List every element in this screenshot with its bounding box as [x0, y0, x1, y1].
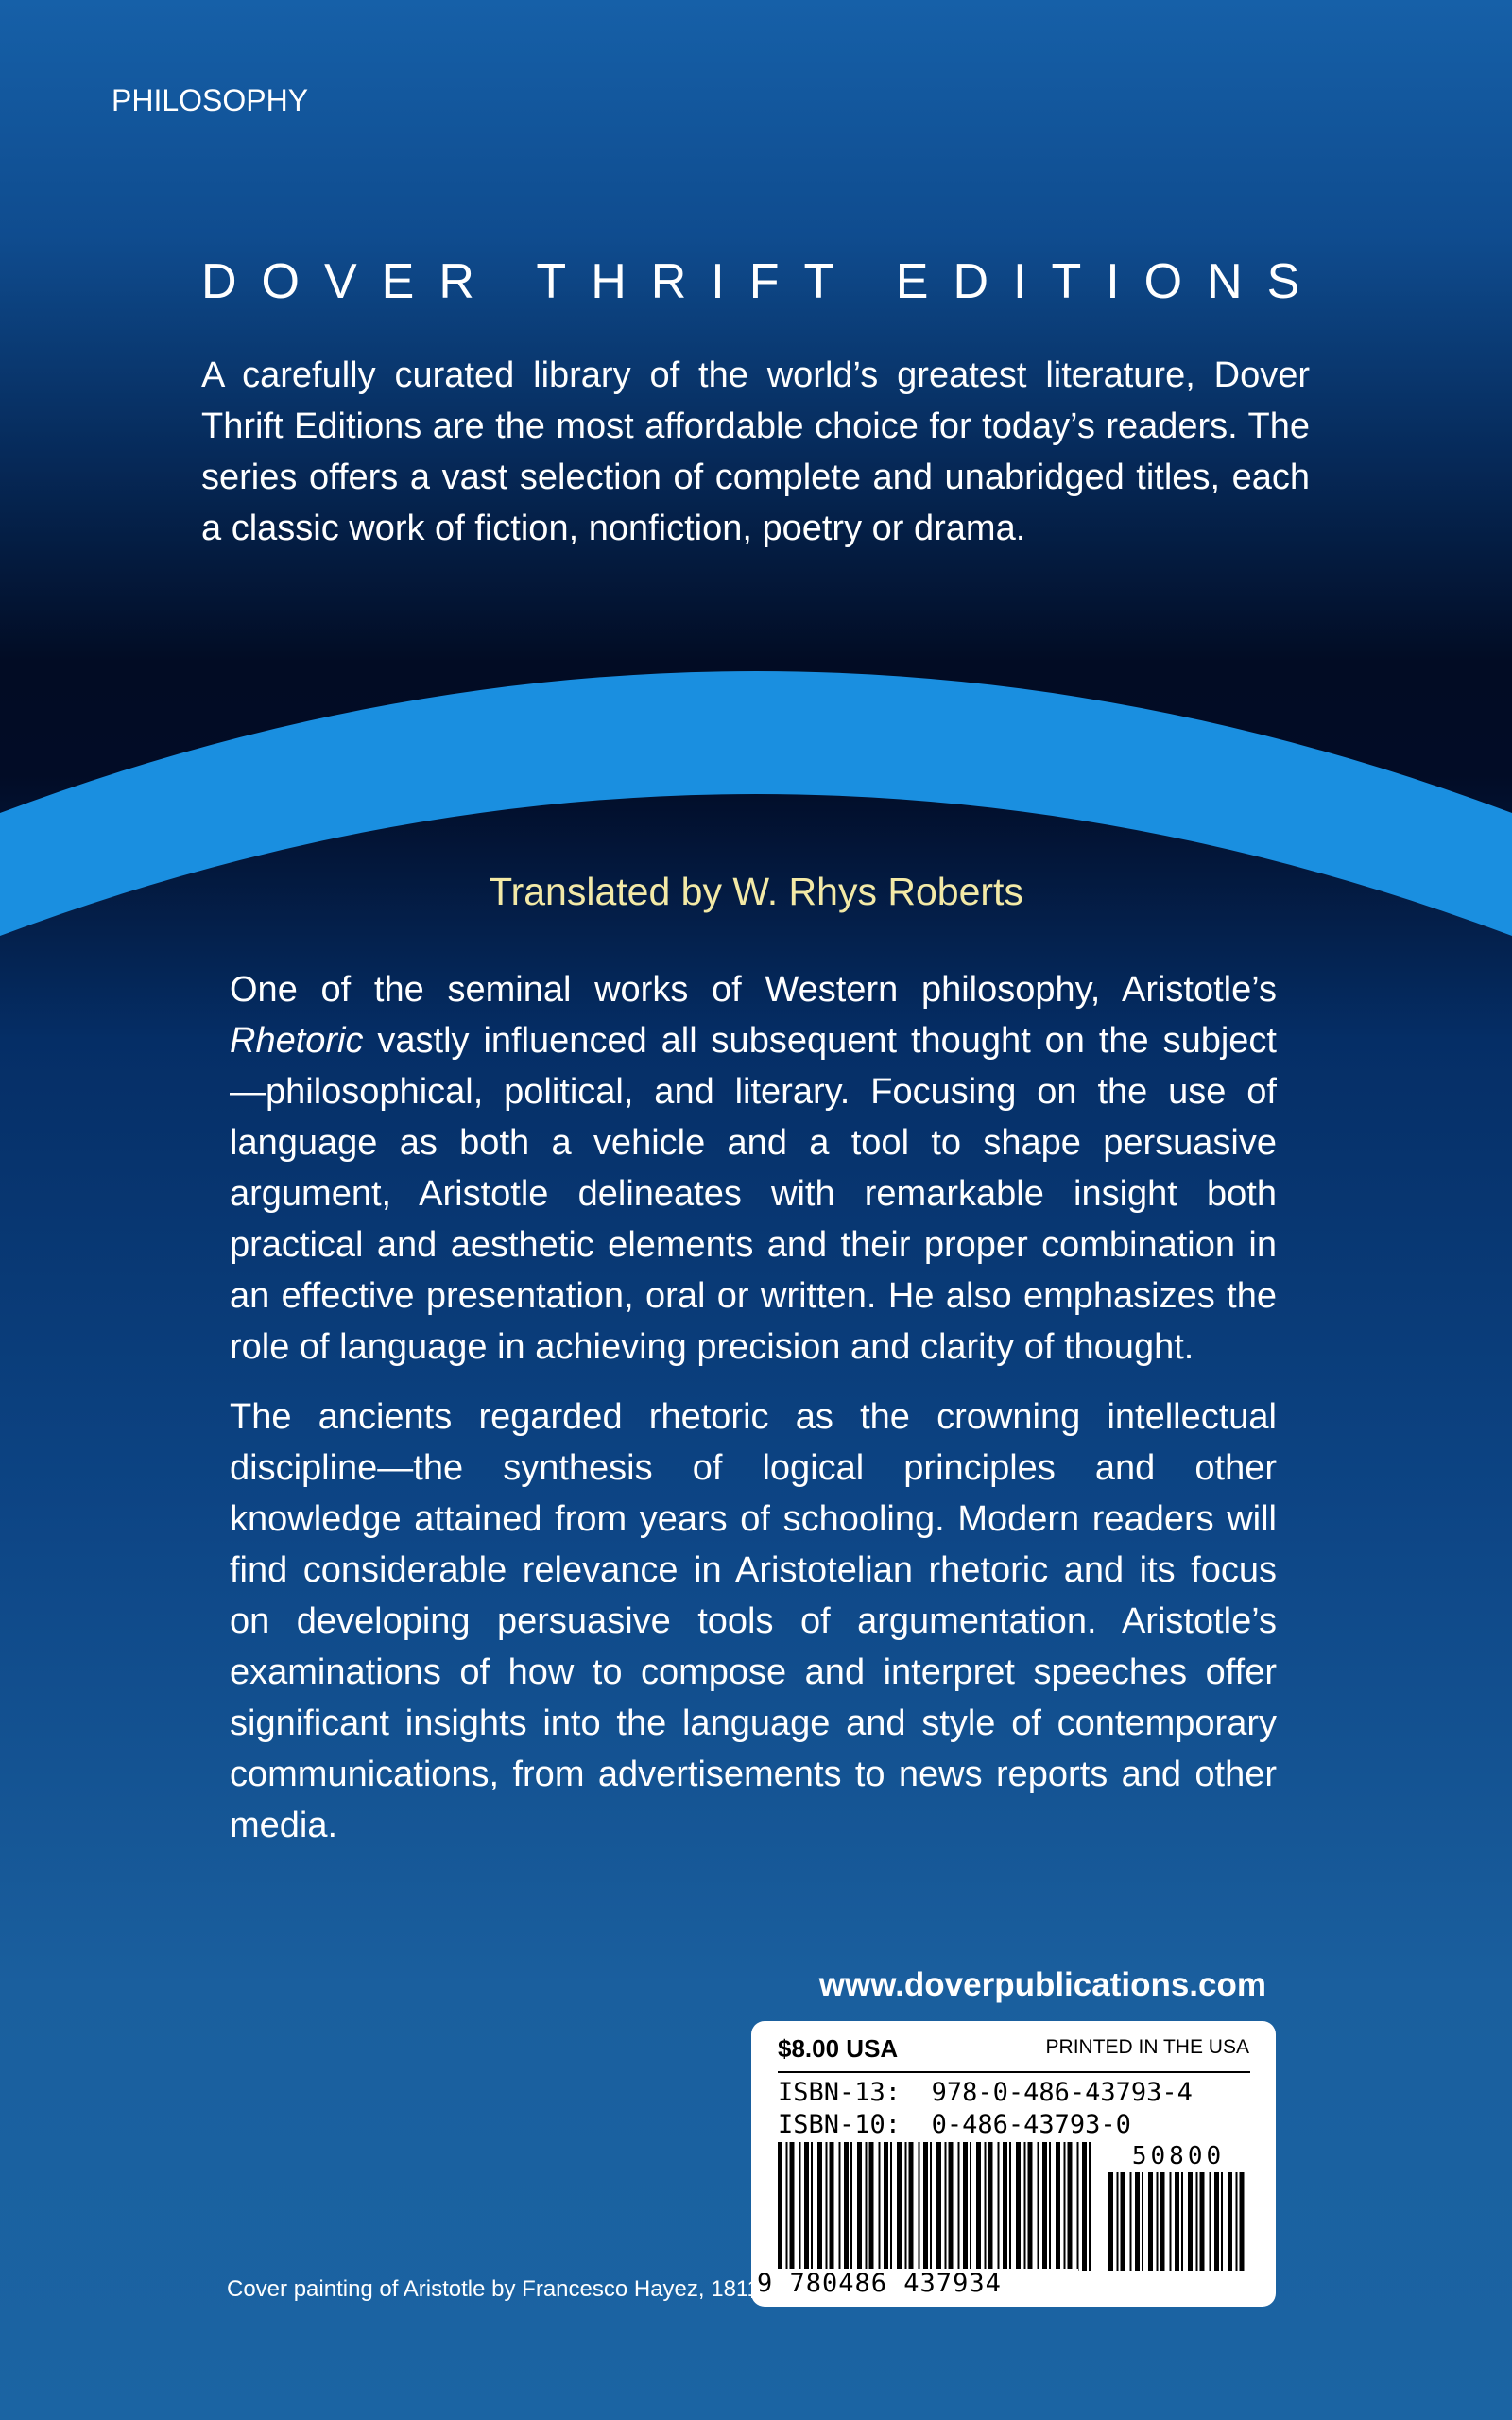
isbn13-value: 978-0-486-43793-4: [931, 2078, 1193, 2107]
category-label: PHILOSOPHY: [112, 83, 309, 117]
barcode-panel: [751, 2021, 1276, 2307]
translator-credit: Translated by W. Rhys Roberts: [489, 870, 1023, 913]
isbn10-label: ISBN-10:: [778, 2110, 902, 2139]
barcode-addon-icon: [1107, 2172, 1246, 2271]
isbn13-row: [778, 2078, 1193, 2107]
publisher-website[interactable]: www.doverpublications.com: [818, 1966, 1266, 2003]
barcode-digits: 9 780486 437934: [751, 2269, 1078, 2298]
description-paragraph-1: [230, 964, 1277, 1373]
series-description: A carefully curated library of the world’s greatest literature, Dover Thrift Editions are the most affordable choice for today’s readers. The series offers a vast selection of complete and unabridged titles, each a classic work of fiction, nonfiction, poetry or drama.: [201, 355, 1310, 548]
series-title: DOVER THRIFT EDITIONS: [201, 254, 1325, 309]
addon-digits: 50800: [1131, 2142, 1226, 2170]
description-paragraph-2: The ancients regarded rhetoric as the crowning intellectual discipline—the synthesis of logical principles and other knowledge attained from years of schooling. Modern readers will find considerable relevance in Aristotelian rhetoric and its focus on developing persuasive tools of argumentation. Aristotle’s examinations of how to compose and interpret speeches offer significant insights into the language and style of contemporary communications, from advertisements to news reports and other media.: [230, 1397, 1277, 1845]
price-label: $8.00 USA: [778, 2034, 899, 2063]
description-text: One of the seminal works of Western philosophy, Aristotle’s: [230, 970, 1277, 1010]
description-text: vastly influenced all subsequent thought on the subject—philosophical, political, and literary. Focusing on the use of language as both a vehicle and a tool to shape persuasive argument, Aristotle delineates with remarkable insight both practical and aesthetic elements and their proper combination in an effective presentation, oral or written. He also emphasizes the role of language in achieving precision and clarity of thought.: [230, 1021, 1277, 1367]
book-title-italic: Rhetoric: [230, 1021, 364, 1061]
barcode-icon: [776, 2142, 1097, 2271]
book-description: [230, 964, 1277, 1870]
isbn10-value: 0-486-43793-0: [931, 2110, 1131, 2139]
cover-painting-credit: Cover painting of Aristotle by Francesco Hayez, 1811: [227, 2276, 760, 2302]
divider: [778, 2071, 1250, 2073]
isbn13-label: ISBN-13:: [778, 2078, 902, 2107]
printed-in-label: PRINTED IN THE USA: [1045, 2036, 1249, 2058]
isbn10-row: [778, 2110, 1131, 2139]
